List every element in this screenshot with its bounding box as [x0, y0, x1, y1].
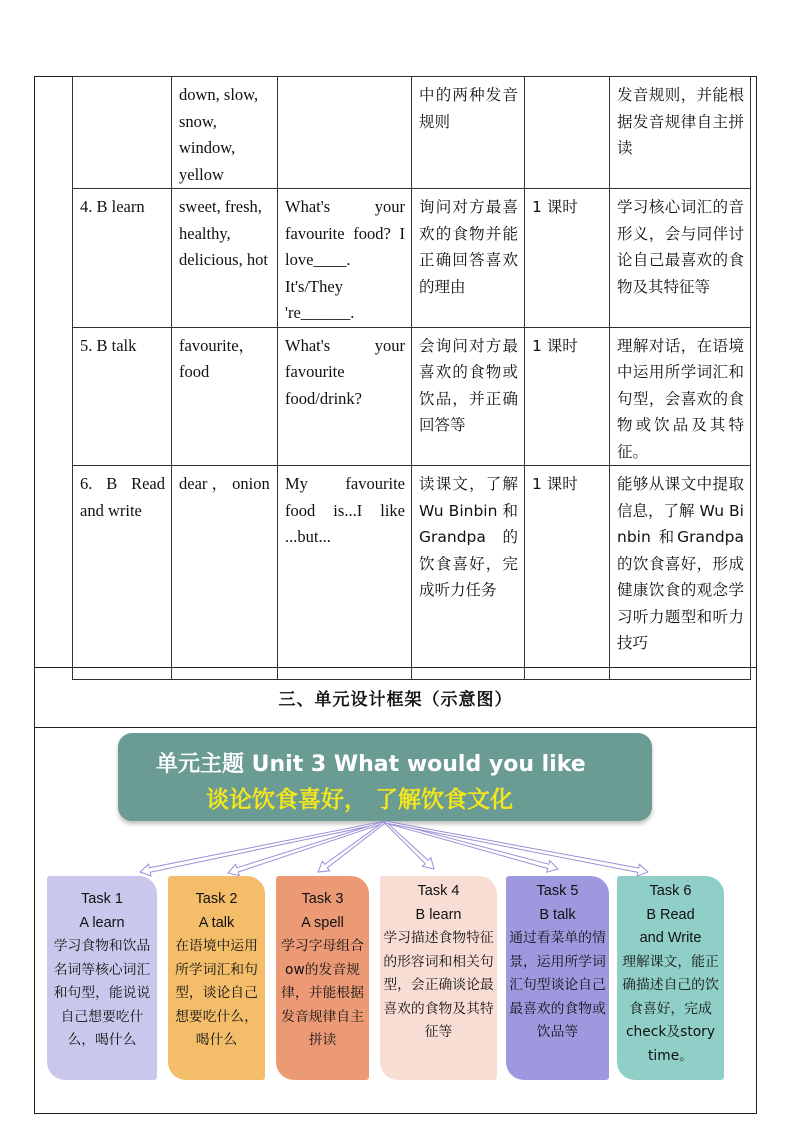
task-description: 在语境中运用所学词汇和句型，谈论自己想要吃什么，喝什么: [175, 938, 258, 1048]
sentences-cell: My favourite food is...I like ...but...: [278, 466, 412, 680]
lesson-cell: 6. B Read and write: [73, 466, 172, 680]
hours-cell: 1 课时: [525, 466, 610, 680]
task-subtitle: B learn: [415, 906, 462, 923]
table-row: [73, 466, 751, 680]
task-card-6: [617, 876, 724, 1080]
task-subtitle: A spell: [301, 914, 344, 931]
hours-cell: 1 课时: [525, 327, 610, 466]
section-divider-bottom: [34, 727, 757, 728]
task-title: Task 5: [536, 883, 579, 899]
task-subtitle: A learn: [79, 914, 125, 931]
goal-cell: 询问对方最喜欢的食物并能正确回答喜欢的理由: [412, 189, 525, 328]
task-title: Task 4: [417, 883, 460, 899]
task-subtitle: A talk: [198, 914, 235, 931]
unit-theme-banner: [118, 733, 652, 821]
task-description: 理解课文，能正确描述自己的饮食喜好，完成check及story time。: [622, 953, 719, 1064]
task-subtitle: B talk: [539, 906, 576, 923]
words-cell: dear ， onion: [172, 466, 278, 680]
task-title: Task 6: [649, 883, 692, 899]
task-card-1: [47, 876, 157, 1080]
hours-cell: [525, 77, 610, 189]
task-card-4: [380, 876, 497, 1080]
task-description: 通过看菜单的情景，运用所学词汇句型谈论自己最喜欢的食物或饮品等: [509, 930, 606, 1040]
task-card-3: [276, 876, 369, 1080]
target-cell: 理解对话，在语境中运用所学词汇和句型，会喜欢的食物或饮品及其特征。: [610, 327, 751, 466]
hours-cell: 1 课时: [525, 189, 610, 328]
sentences-cell: [278, 77, 412, 189]
task-title: Task 2: [195, 891, 238, 907]
task-title: Task 1: [81, 891, 123, 907]
table-row: [73, 189, 751, 328]
lesson-plan-table: [72, 76, 751, 680]
sentences-cell: What's your favourite food? I love____. It's/They 're______.: [278, 189, 412, 328]
words-cell: down, slow, snow, window, yellow: [172, 77, 278, 189]
lesson-cell: 5. B talk: [73, 327, 172, 466]
goal-cell: 中的两种发音规则: [412, 77, 525, 189]
goal-cell: 会询问对方最喜欢的食物或饮品，并正确回答等: [412, 327, 525, 466]
task-card-2: [168, 876, 265, 1080]
unit-theme-title: 单元主题 Unit 3 What would you like: [156, 752, 586, 777]
task-subtitle: B Read and Write: [639, 906, 702, 946]
target-cell: 能够从课文中提取信息，了解 Wu Binbin 和Grandpa的饮食喜好，形成健康饮食的观念学习听力题型和听力技巧: [610, 466, 751, 680]
task-description: 学习字母组合ow的发音规律，并能根据发音规律自主拼读: [281, 938, 364, 1048]
target-cell: 学习核心词汇的音形义，会与同伴讨论自己最喜欢的食物及其特征等: [610, 189, 751, 328]
goal-cell: 读课文，了解 Wu Binbin 和 Grandpa 的饮食喜好，完成听力任务: [412, 466, 525, 680]
sentences-cell: What's your favourite food/drink?: [278, 327, 412, 466]
table-row: [73, 327, 751, 466]
task-description: 学习食物和饮品名词等核心词汇和句型，能说说自己想要吃什么，喝什么: [53, 938, 151, 1048]
words-cell: favourite， food: [172, 327, 278, 466]
task-title: Task 3: [301, 891, 344, 907]
lesson-cell: 4. B learn: [73, 189, 172, 328]
task-description: 学习描述食物特征的形容词和相关句型，会正确谈论最喜欢的食物及其特征等: [383, 930, 494, 1040]
table-row: [73, 77, 751, 189]
section-title: 三、单元设计框架（示意图）: [278, 689, 513, 710]
unit-theme-subtitle: 谈论饮食喜好， 了解饮食文化: [206, 787, 514, 813]
target-cell: 发音规则，并能根据发音规律自主拼读: [610, 77, 751, 189]
words-cell: sweet, fresh, healthy, delicious, hot: [172, 189, 278, 328]
lesson-cell: [73, 77, 172, 189]
task-card-5: [506, 876, 609, 1080]
